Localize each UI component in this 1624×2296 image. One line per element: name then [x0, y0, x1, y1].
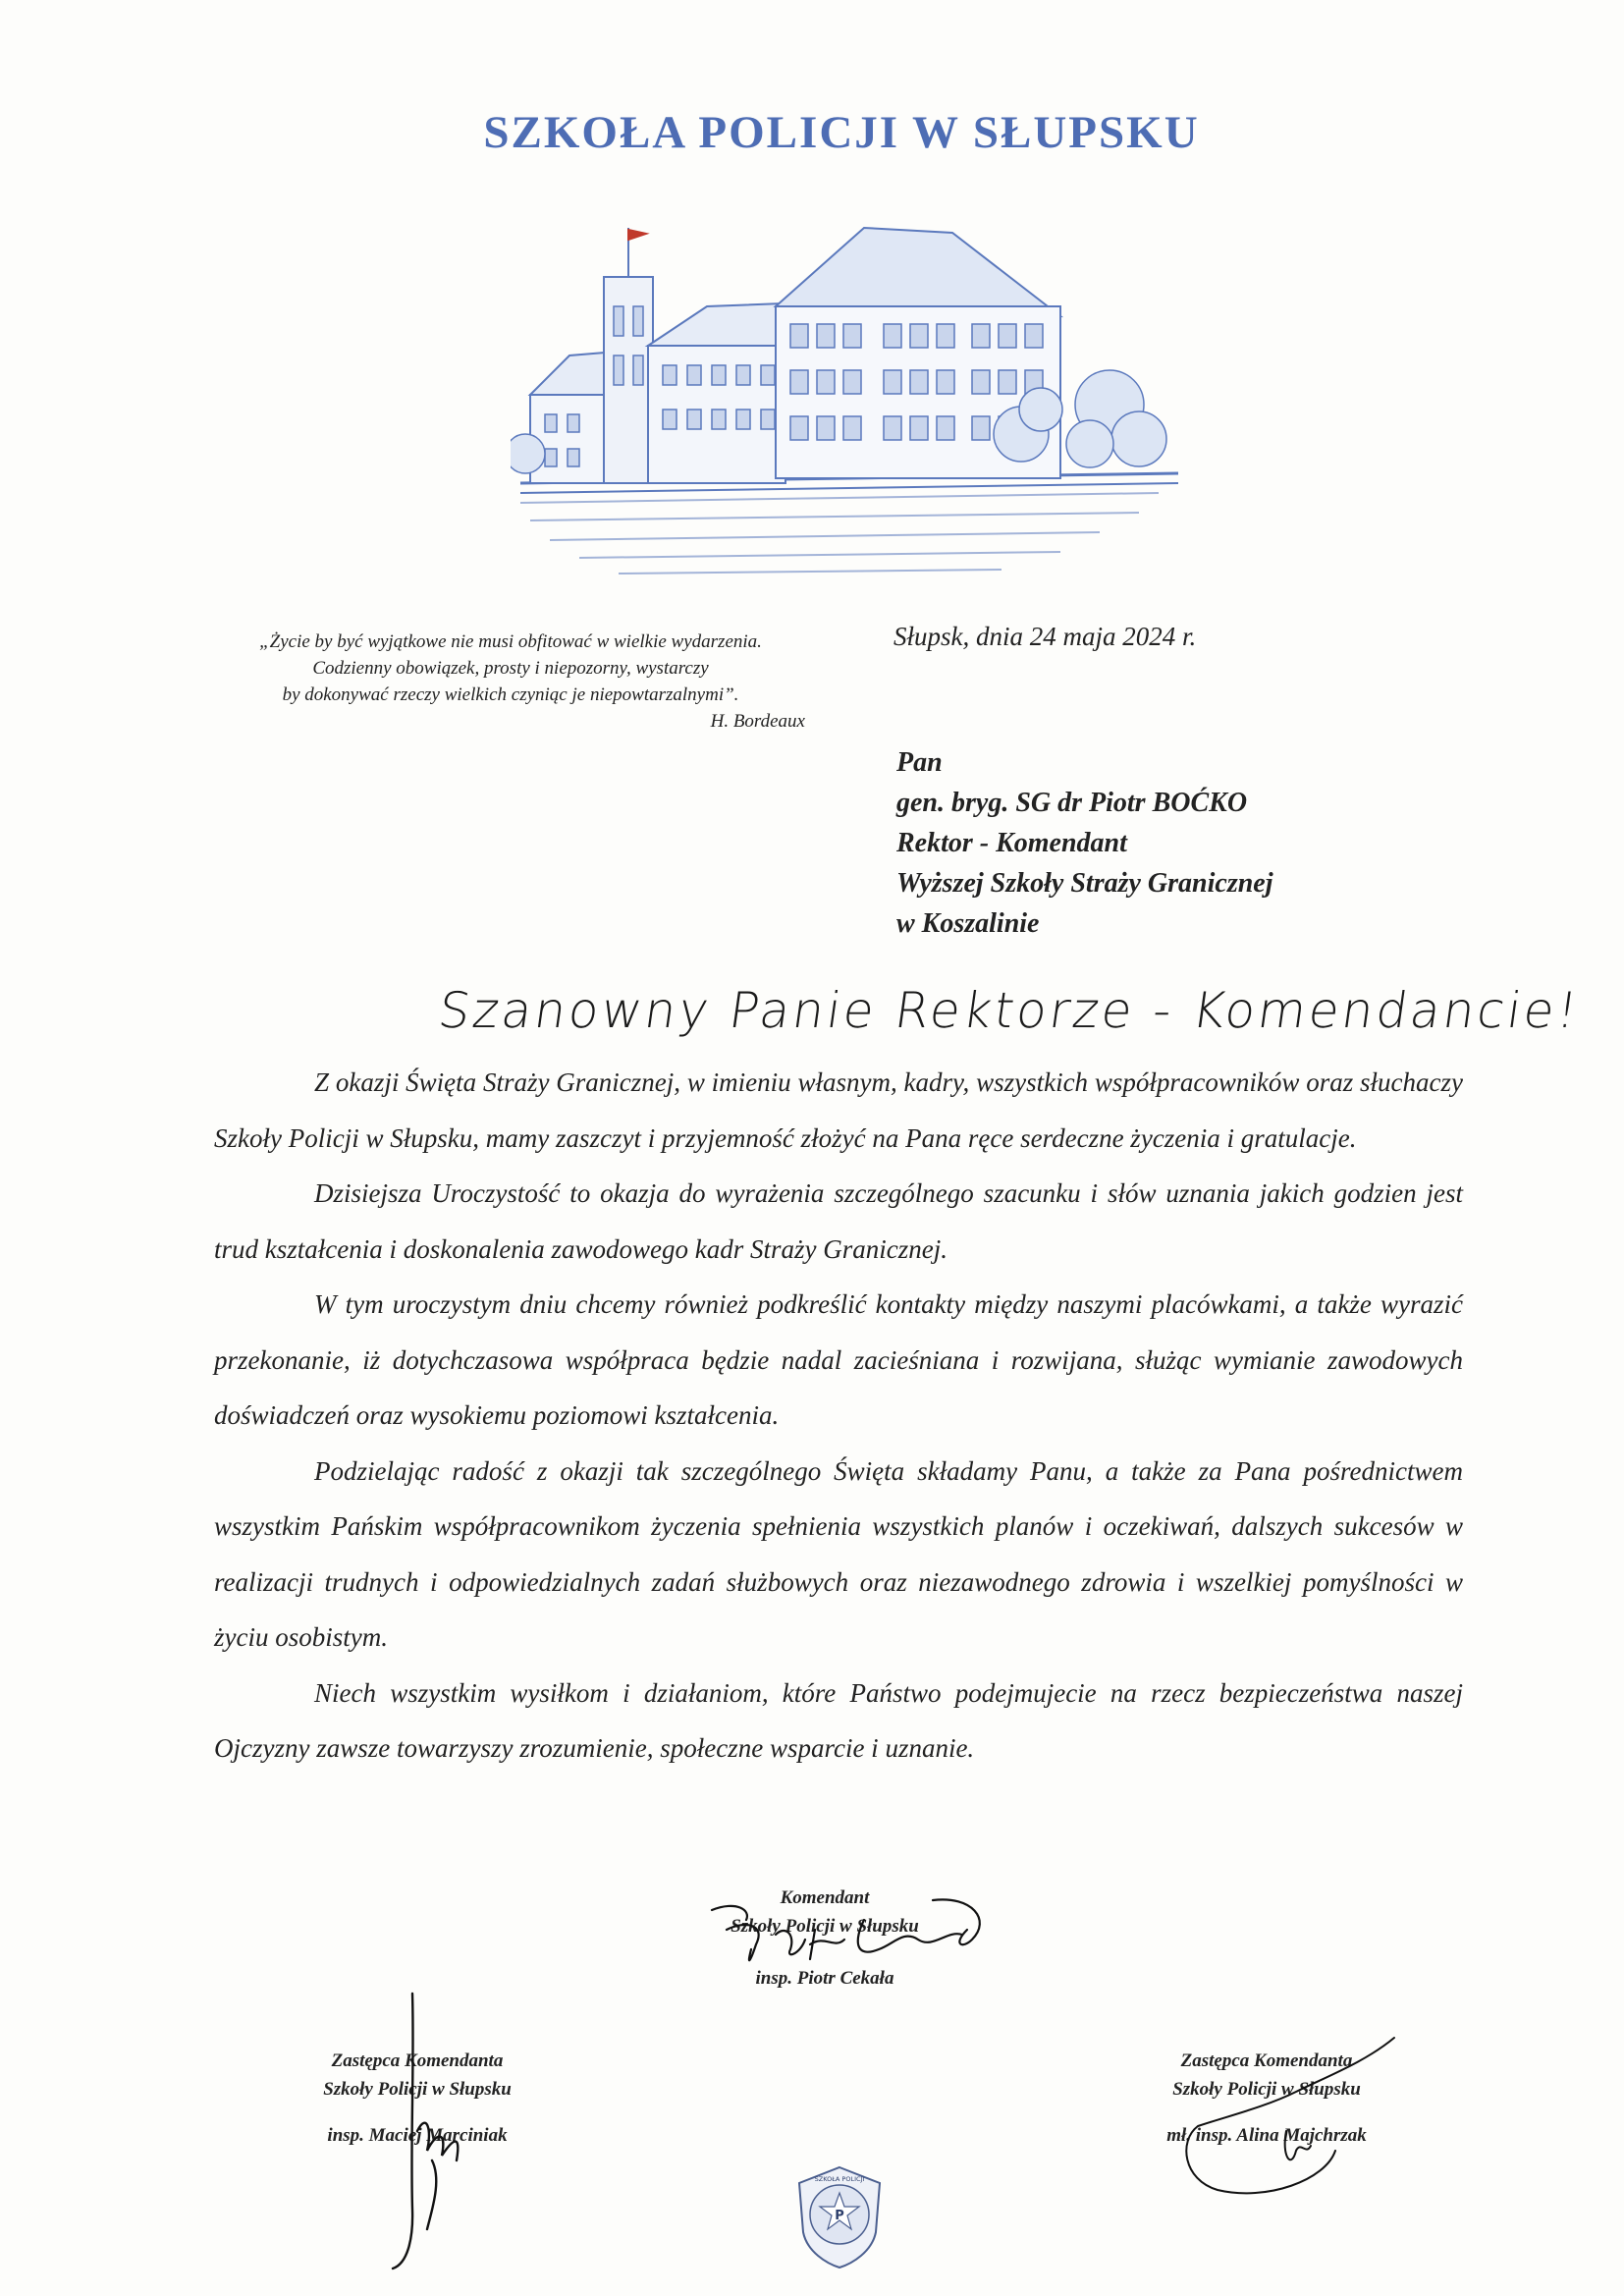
seal-letter: P	[835, 2209, 844, 2223]
motto-line: Codzienny obowiązek, prosty i niepozorny, wystarczy	[312, 658, 709, 679]
recipient-line: gen. bryg. SG dr Piotr BOĆKO	[896, 788, 1248, 818]
signature-title: Szkoły Policji w Słupsku	[1172, 2079, 1361, 2100]
river-reflection	[520, 493, 1159, 574]
letter-body	[214, 1055, 1463, 1777]
motto-line: „Życie by być wyjątkowe nie musi obfitować w wielkie wydarzenia.	[259, 631, 762, 652]
recipient-line: Pan	[896, 747, 943, 778]
signature-title: Zastępca Komendanta	[1180, 2050, 1353, 2071]
signature-title: Szkoły Policji w Słupsku	[323, 2079, 512, 2100]
signature-name: mł. insp. Alina Majchrzak	[1166, 2125, 1367, 2146]
seal-text: SZKOŁA POLICJI	[814, 2175, 865, 2183]
signature-block-commandant	[687, 1884, 962, 1993]
date-line: Słupsk, dnia 24 maja 2024 r.	[893, 622, 1197, 651]
recipient-line: w Koszalinie	[896, 908, 1040, 939]
motto-line: by dokonywać rzeczy wielkich czyniąc je niepowtarzalnymi”.	[282, 684, 739, 705]
school-building-illustration	[511, 208, 1188, 601]
signature-block-deputy-left	[285, 2047, 550, 2150]
body-paragraph: W tym uroczystym dniu chcemy również podkreślić kontakty między naszymi placówkami, a także wyrazić przekonanie, iż dotychczasowa współpraca będzie nadal zacieśniana i rozwijana, służąc wymianie zawodowych doświadczeń oraz wysokiemu poziomowi kształcenia.	[214, 1289, 1463, 1430]
school-name-heading: SZKOŁA POLICJI W SŁUPSKU	[483, 107, 1200, 158]
signature-block-deputy-right	[1119, 2047, 1414, 2150]
signature-title: Komendant	[780, 1887, 870, 1908]
handwritten-salutation: Szanowny Panie Rektorze - Komendancie!	[434, 982, 1584, 1039]
signature-title: Szkoły Policji w Słupsku	[731, 1916, 919, 1937]
signature-name: insp. Maciej Marciniak	[327, 2125, 508, 2146]
body-paragraph: Z okazji Święta Straży Granicznej, w imieniu własnym, kadry, wszystkich współpracowników oraz słuchaczy Szkoły Policji w Słupsku, mamy zaszczyt i przyjemność złożyć na Pana ręce serdeczne życzenia i gratulacje.	[214, 1067, 1463, 1153]
signature-title: Zastępca Komendanta	[331, 2050, 504, 2071]
signature-name: insp. Piotr Cekała	[755, 1968, 894, 1989]
body-paragraph: Niech wszystkim wysiłkom i działaniom, które Państwo podejmujecie na rzecz bezpieczeństwa naszej Ojczyzny zawsze towarzyszy zrozumienie, społeczne wsparcie i uznanie.	[214, 1677, 1463, 1763]
body-paragraph: Podzielając radość z okazji tak szczególnego Święta składamy Panu, a także za Pana pośrednictwem wszystkim Pańskim współpracownikom życzenia spełnienia wszystkich planów i oczekiwań, dalszych sukcesów w realizacji trudnych i odpowiedzialnych zadań służbowych oraz niezawodnego zdrowia i wszelkiej pomyślności w życiu osobistym.	[214, 1455, 1463, 1652]
recipient-address	[896, 742, 1486, 944]
motto-quote	[206, 629, 815, 735]
recipient-line: Rektor - Komendant	[896, 828, 1127, 858]
motto-author: H. Bordeaux	[710, 711, 805, 732]
police-school-seal	[793, 2163, 886, 2269]
recipient-line: Wyższej Szkoły Straży Granicznej	[896, 868, 1273, 899]
body-paragraph: Dzisiejsza Uroczystość to okazja do wyrażenia szczególnego szacunku i słów uznania jakich godzien jest trud kształcenia i doskonalenia zawodowego kadr Straży Granicznej.	[214, 1178, 1463, 1264]
